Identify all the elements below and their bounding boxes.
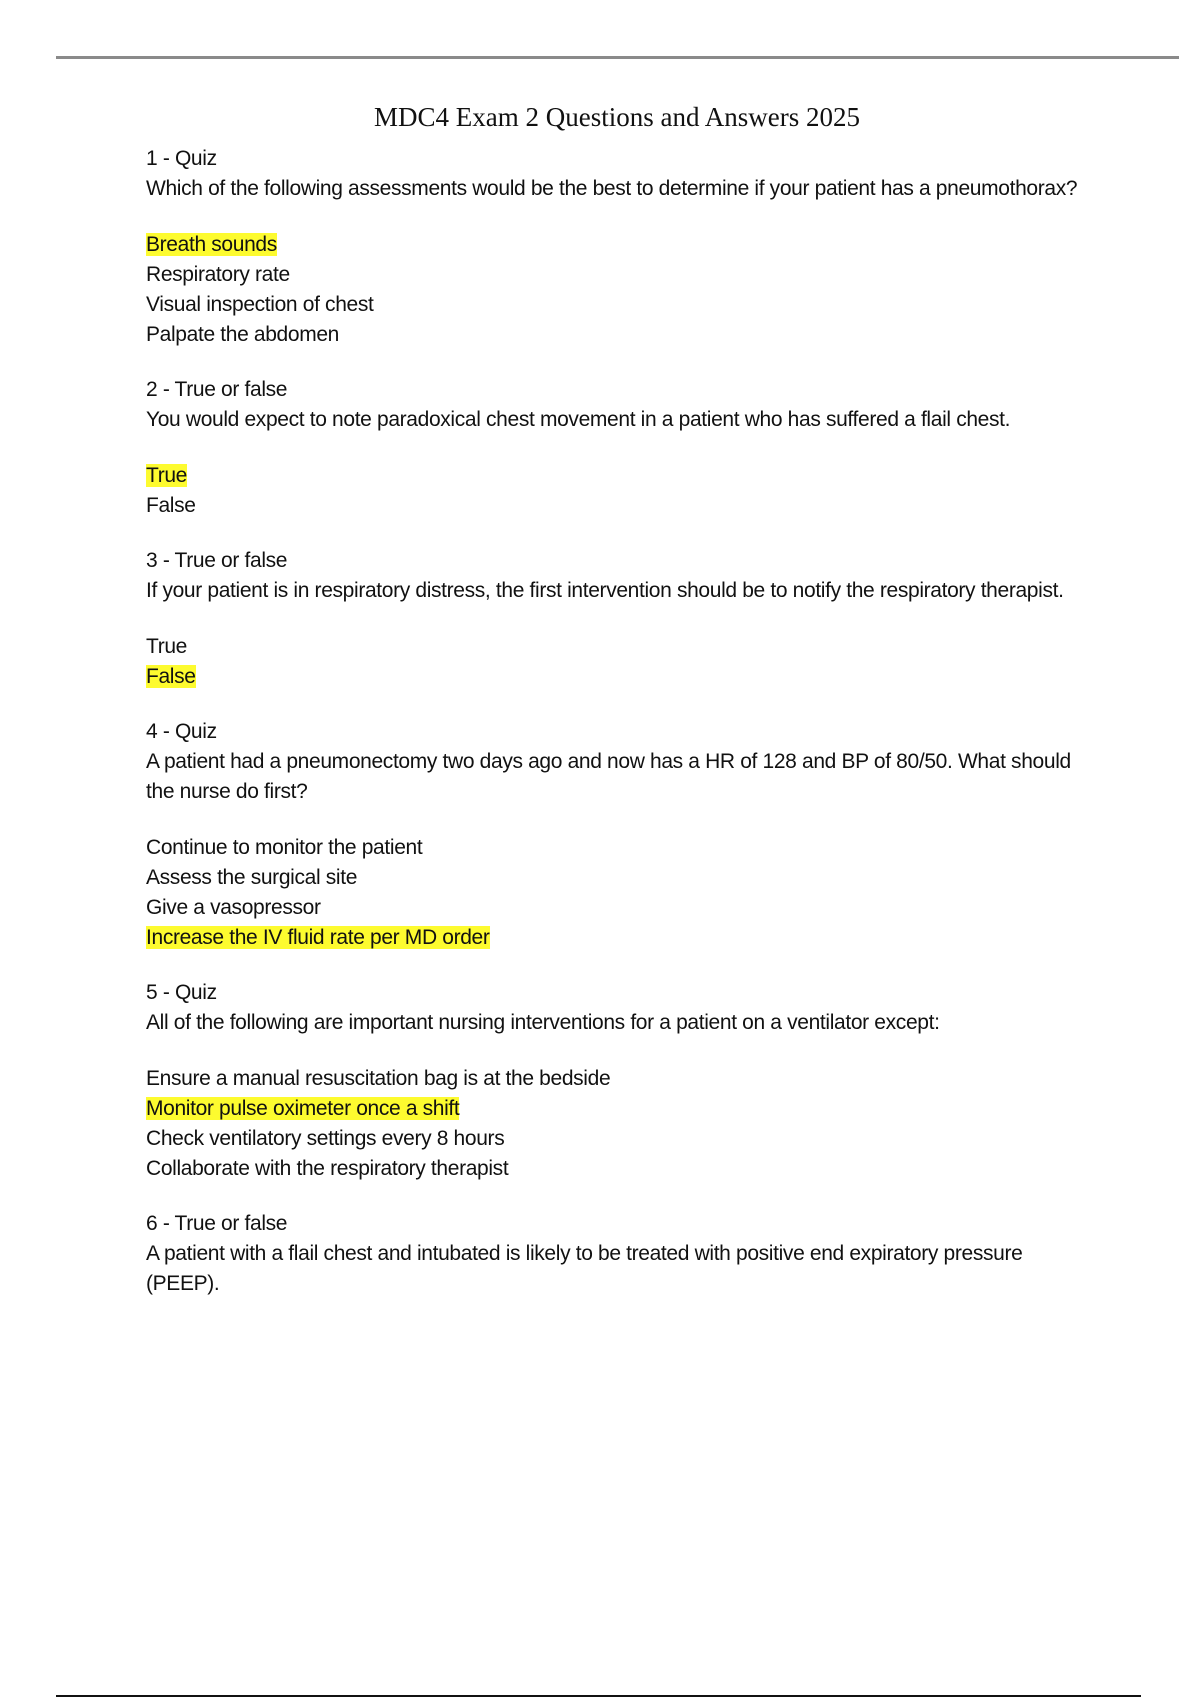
answer-option-label: Collaborate with the respiratory therapist bbox=[146, 1157, 509, 1180]
question-header: 6 - True or false bbox=[146, 1212, 288, 1235]
question-stem: If your patient is in respiratory distress, the first intervention should be to notify the respiratory therapist. bbox=[146, 579, 1064, 602]
question-header: 4 - Quiz bbox=[146, 720, 217, 743]
question-2 bbox=[146, 375, 1096, 521]
answer-option bbox=[146, 923, 1096, 953]
question-5 bbox=[146, 978, 1096, 1184]
answer-options bbox=[146, 1064, 1096, 1184]
answer-option bbox=[146, 893, 1096, 923]
question-4 bbox=[146, 717, 1096, 953]
answer-option-label: Check ventilatory settings every 8 hours bbox=[146, 1127, 505, 1150]
page-title: MDC4 Exam 2 Questions and Answers 2025 bbox=[374, 102, 860, 132]
question-stem: A patient had a pneumonectomy two days ago and now has a HR of 128 and BP of 80/50. What should the nurse do first? bbox=[146, 750, 1071, 803]
answer-option bbox=[146, 1124, 1096, 1154]
answer-option-label: Increase the IV fluid rate per MD order bbox=[146, 926, 490, 949]
answer-option-label: Palpate the abdomen bbox=[146, 323, 340, 346]
question-stem: Which of the following assessments would be the best to determine if your patient has a pneumothorax? bbox=[146, 177, 1078, 200]
answer-option-label: Monitor pulse oximeter once a shift bbox=[146, 1097, 460, 1120]
top-divider bbox=[56, 56, 1179, 59]
answer-option-label: False bbox=[146, 494, 196, 517]
answer-option bbox=[146, 320, 1096, 350]
answer-option-label: False bbox=[146, 665, 196, 688]
question-header: 2 - True or false bbox=[146, 378, 288, 401]
question-header: 1 - Quiz bbox=[146, 147, 217, 170]
answer-options bbox=[146, 461, 1096, 521]
answer-options bbox=[146, 632, 1096, 692]
answer-option-label: Visual inspection of chest bbox=[146, 293, 374, 316]
answer-option bbox=[146, 833, 1096, 863]
answer-option bbox=[146, 1154, 1096, 1184]
question-stem: All of the following are important nursing interventions for a patient on a ventilator except: bbox=[146, 1011, 940, 1034]
answer-option bbox=[146, 491, 1096, 521]
answer-option bbox=[146, 290, 1096, 320]
question-3 bbox=[146, 546, 1096, 692]
question-stem: A patient with a flail chest and intubated is likely to be treated with positive end expiratory pressure (PEEP). bbox=[146, 1242, 1023, 1295]
answer-option bbox=[146, 230, 1096, 260]
question-stem: You would expect to note paradoxical chest movement in a patient who has suffered a flail chest. bbox=[146, 408, 1011, 431]
answer-option bbox=[146, 632, 1096, 662]
answer-option bbox=[146, 662, 1096, 692]
answer-option bbox=[146, 863, 1096, 893]
answer-options bbox=[146, 230, 1096, 350]
answer-option bbox=[146, 1064, 1096, 1094]
question-list bbox=[146, 144, 1096, 1324]
question-6 bbox=[146, 1209, 1096, 1299]
answer-option-label: True bbox=[146, 635, 187, 658]
answer-option-label: Assess the surgical site bbox=[146, 866, 358, 889]
answer-options bbox=[146, 833, 1096, 953]
question-1 bbox=[146, 144, 1096, 350]
answer-option bbox=[146, 1094, 1096, 1124]
answer-option-label: Give a vasopressor bbox=[146, 896, 321, 919]
answer-option-label: Respiratory rate bbox=[146, 263, 290, 286]
answer-option-label: Continue to monitor the patient bbox=[146, 836, 423, 859]
answer-option bbox=[146, 461, 1096, 491]
question-header: 5 - Quiz bbox=[146, 981, 217, 1004]
answer-option-label: Ensure a manual resuscitation bag is at the bedside bbox=[146, 1067, 611, 1090]
answer-option bbox=[146, 260, 1096, 290]
answer-option-label: Breath sounds bbox=[146, 233, 277, 256]
bottom-divider bbox=[56, 1695, 1141, 1697]
answer-option-label: True bbox=[146, 464, 187, 487]
question-header: 3 - True or false bbox=[146, 549, 288, 572]
